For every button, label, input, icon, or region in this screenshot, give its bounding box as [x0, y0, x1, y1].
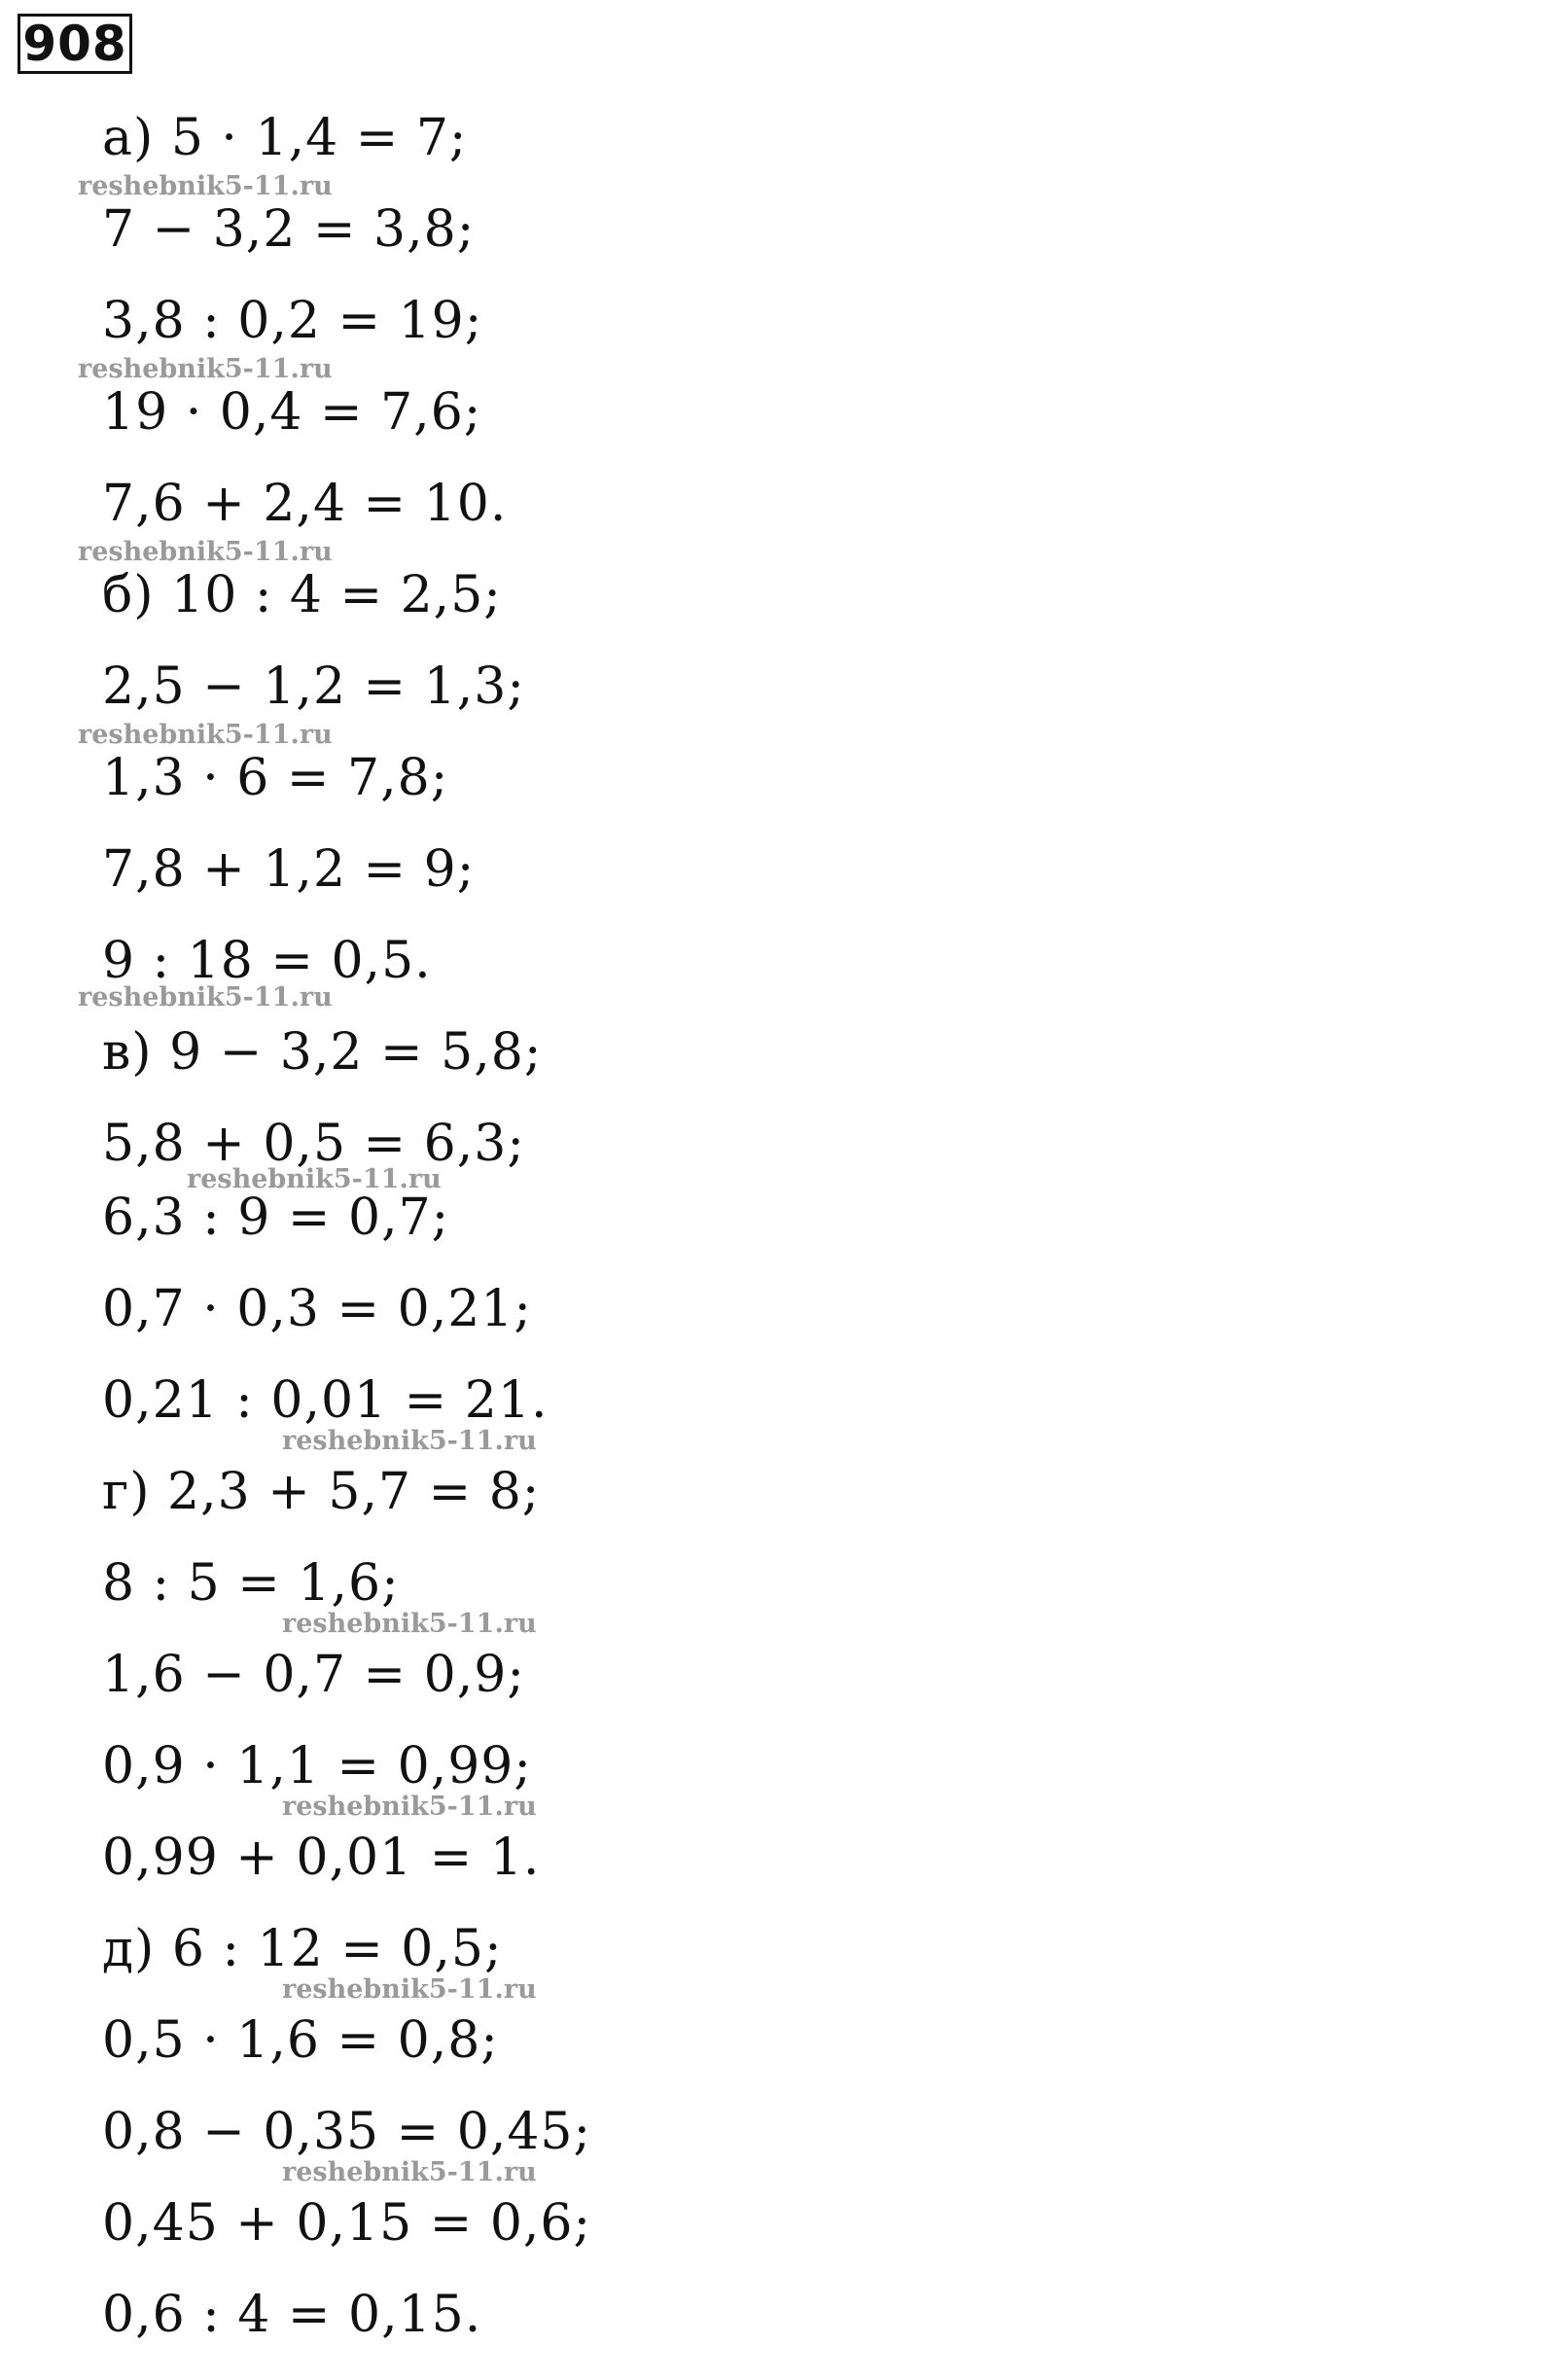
equation-line: 3,8 : 0,2 = 19;: [102, 292, 483, 350]
equation-line: 0,5 · 1,6 = 0,8;: [102, 2011, 499, 2070]
equation-line: 5,8 + 0,5 = 6,3;: [102, 1115, 525, 1173]
equation-line: д) 6 : 12 = 0,5;: [102, 1920, 503, 1978]
equation-line: 7,6 + 2,4 = 10.: [102, 475, 508, 533]
equation-line: г) 2,3 + 5,7 = 8;: [102, 1463, 541, 1521]
problem-number: 908: [18, 14, 132, 74]
equation-line: 0,6 : 4 = 0,15.: [102, 2286, 482, 2344]
equation-line: 7,8 + 1,2 = 9;: [102, 840, 476, 899]
equation-line: 1,6 − 0,7 = 0,9;: [102, 1646, 525, 1704]
watermark: reshebnik5-11.ru: [78, 171, 333, 201]
watermark: reshebnik5-11.ru: [187, 1164, 442, 1194]
equation-line: 0,8 − 0,35 = 0,45;: [102, 2103, 592, 2161]
watermark: reshebnik5-11.ru: [282, 2157, 537, 2187]
equation-line: 0,21 : 0,01 = 21.: [102, 1371, 549, 1430]
equation-line: 19 · 0,4 = 7,6;: [102, 383, 482, 442]
equation-line: б) 10 : 4 = 2,5;: [102, 566, 502, 624]
watermark: reshebnik5-11.ru: [78, 354, 333, 384]
equation-line: 0,9 · 1,1 = 0,99;: [102, 1737, 532, 1795]
equation-line: 1,3 · 6 = 7,8;: [102, 749, 449, 807]
equation-line: 2,5 − 1,2 = 1,3;: [102, 657, 525, 716]
equation-line: 6,3 : 9 = 0,7;: [102, 1189, 450, 1247]
equation-line: 9 : 18 = 0,5.: [102, 932, 432, 990]
watermark: reshebnik5-11.ru: [282, 1792, 537, 1822]
watermark: reshebnik5-11.ru: [78, 537, 333, 567]
watermark: reshebnik5-11.ru: [78, 720, 333, 750]
watermark: reshebnik5-11.ru: [282, 1974, 537, 2005]
equation-line: 7 − 3,2 = 3,8;: [102, 200, 476, 259]
watermark: reshebnik5-11.ru: [282, 1609, 537, 1639]
watermark: reshebnik5-11.ru: [78, 982, 333, 1012]
equation-line: в) 9 − 3,2 = 5,8;: [102, 1023, 543, 1082]
watermark: reshebnik5-11.ru: [282, 1426, 537, 1456]
equation-line: 0,7 · 0,3 = 0,21;: [102, 1280, 532, 1338]
equation-line: 8 : 5 = 1,6;: [102, 1554, 400, 1613]
equation-line: а) 5 · 1,4 = 7;: [102, 109, 468, 167]
equation-line: 0,99 + 0,01 = 1.: [102, 1829, 541, 1887]
equation-line: 0,45 + 0,15 = 0,6;: [102, 2194, 592, 2253]
